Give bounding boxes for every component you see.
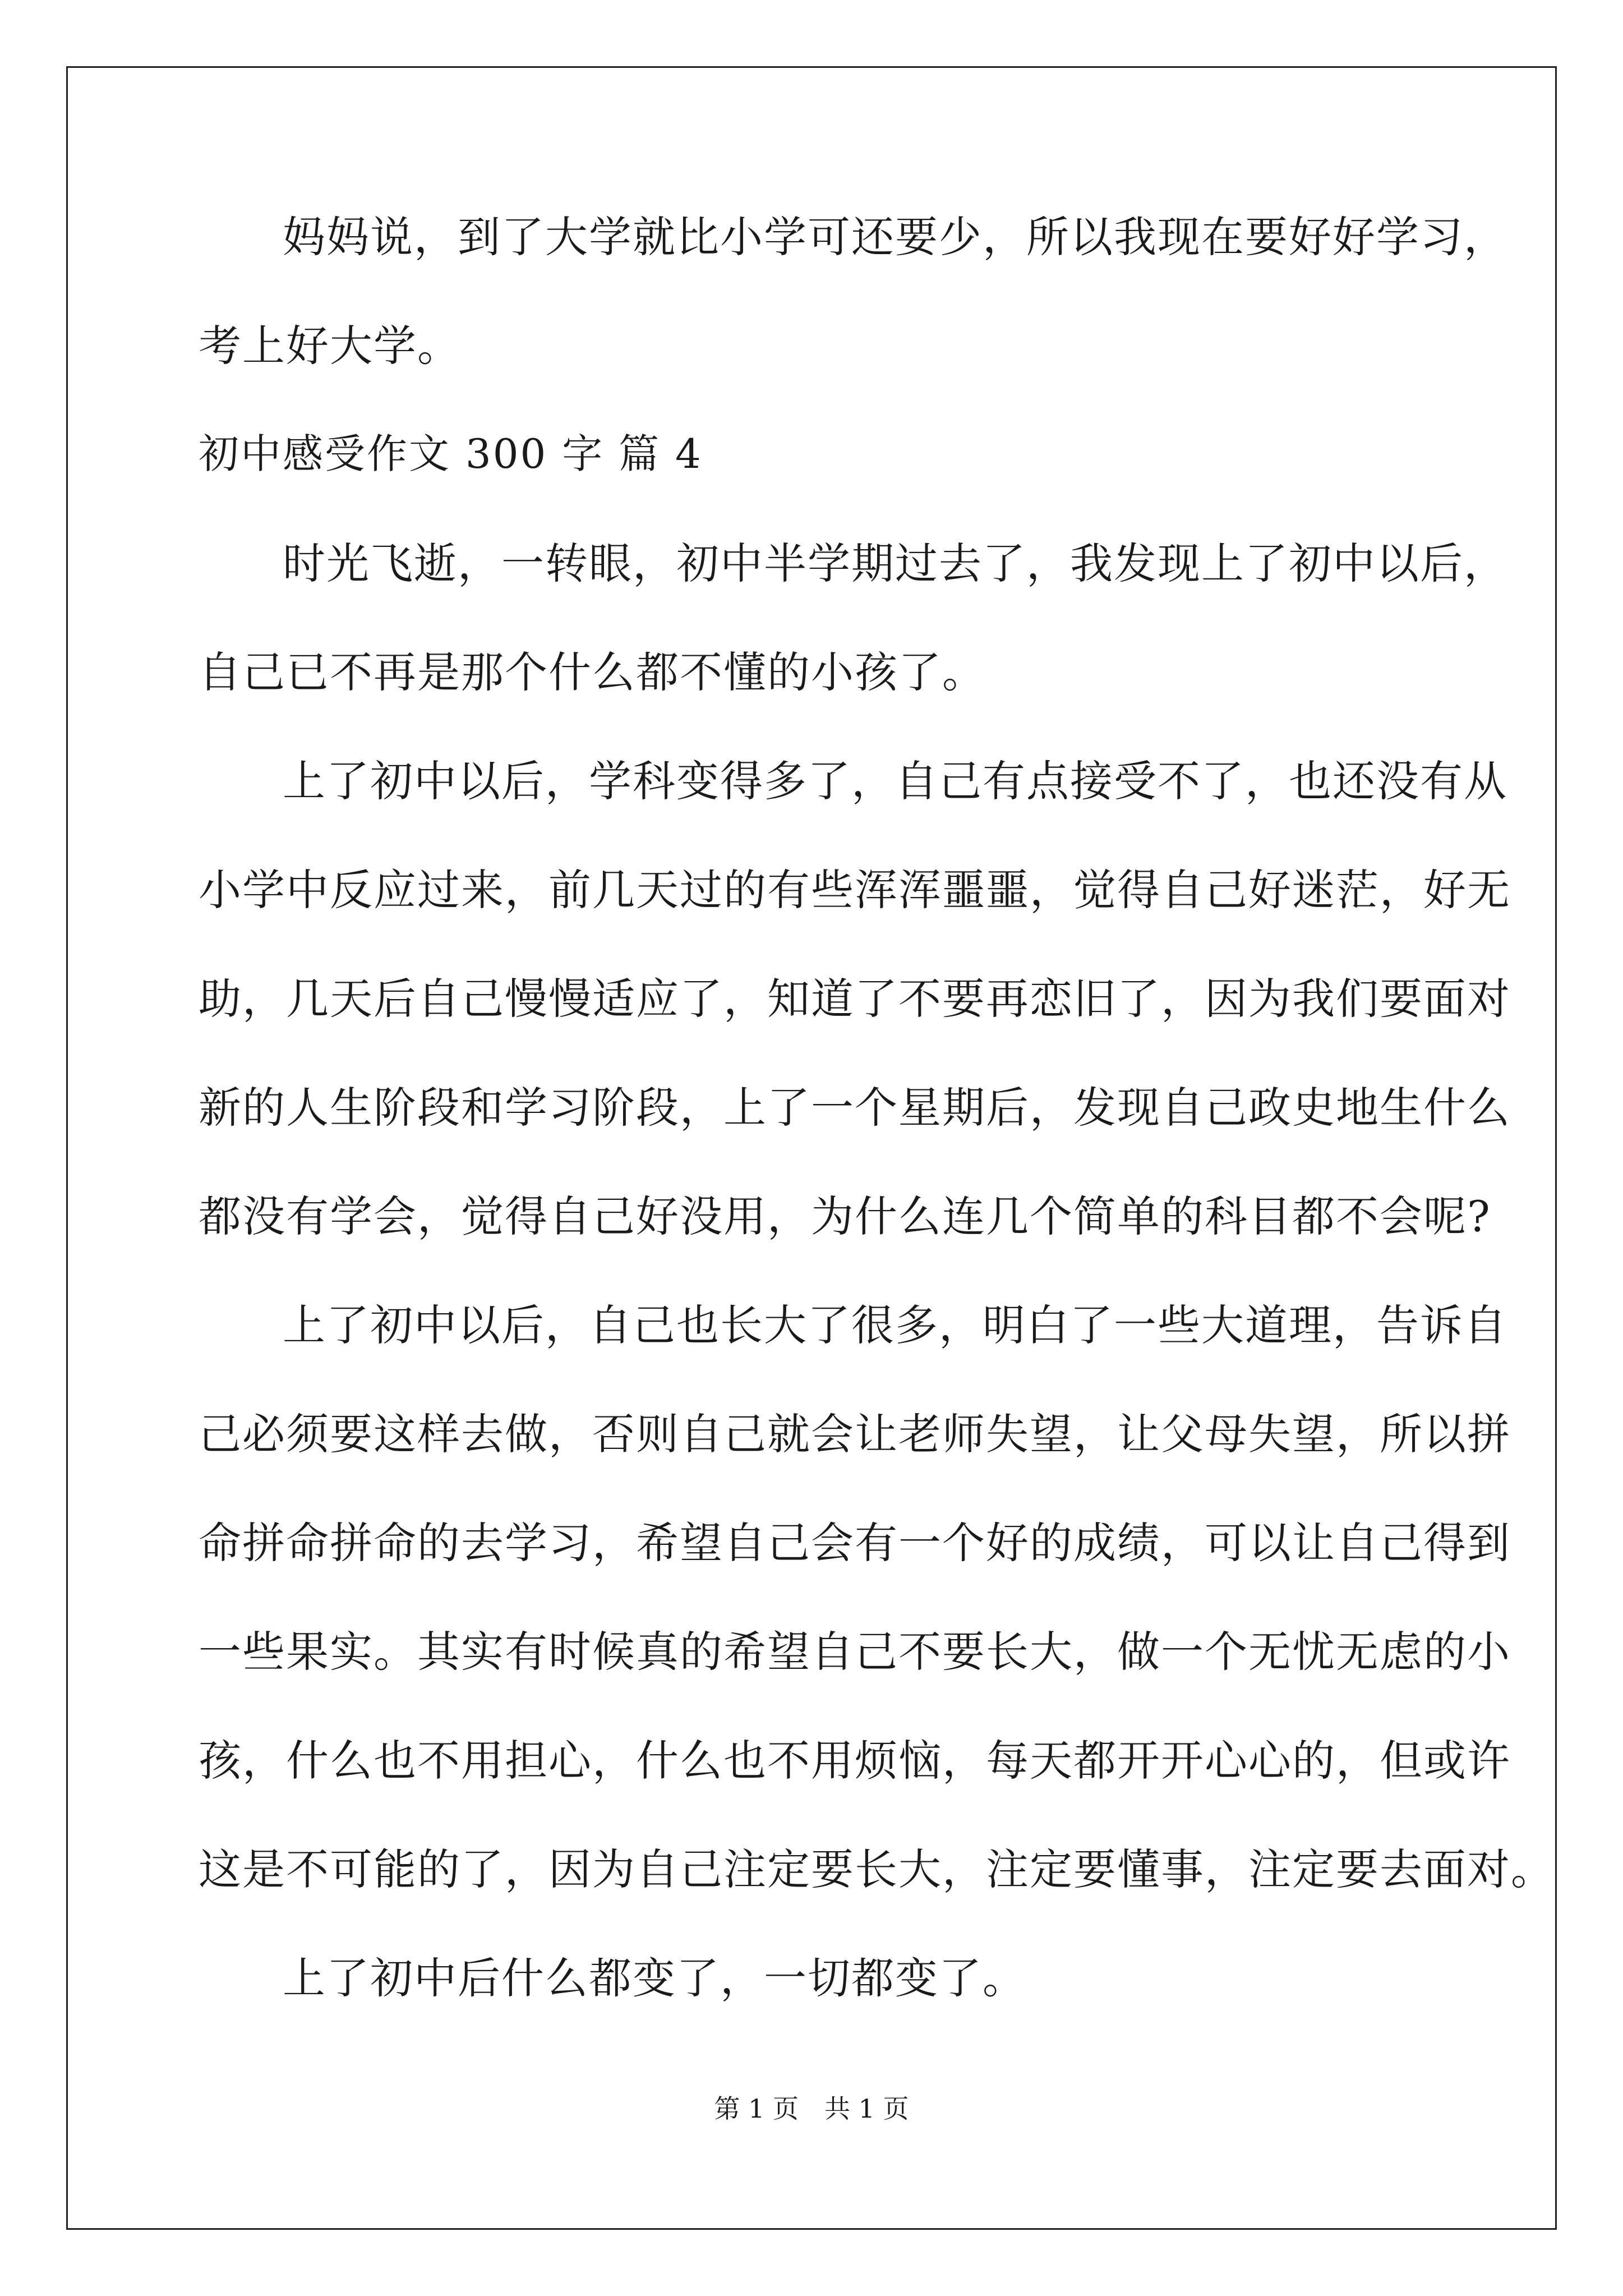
text-line: 上了初中以后，自己也长大了很多，明白了一些大道理，告诉自	[283, 1300, 1507, 1350]
text-line: 时光飞逝，一转眼，初中半学期过去了，我发现上了初中以后，	[283, 539, 1507, 588]
text-line: 上了初中后什么都变了，一切都变了。	[283, 1953, 1026, 2003]
text-line: 孩，什么也不用担心，什么也不用烦恼，每天都开开心心的，但或许	[199, 1736, 1511, 1786]
text-line: 妈妈说，到了大学就比小学可还要少，所以我现在要好好学习，	[283, 212, 1507, 262]
page-footer	[0, 2095, 1623, 2123]
text-line: 考上好大学。	[199, 321, 461, 371]
text-line: 命拼命拼命的去学习，希望自己会有一个好的成绩，可以让自己得到	[199, 1518, 1511, 1568]
text-line: 小学中反应过来，前几天过的有些浑浑噩噩，觉得自己好迷茫，好无	[199, 865, 1511, 915]
page-total: 共 1 页	[824, 2093, 909, 2124]
text-line: 上了初中以后，学科变得多了，自己有点接受不了，也还没有从	[283, 756, 1507, 806]
text-line: 新的人生阶段和学习阶段，上了一个星期后，发现自己政史地生什么	[199, 1083, 1511, 1133]
text-line: 己必须要这样去做，否则自己就会让老师失望，让父母失望，所以拼	[199, 1409, 1511, 1459]
page-number: 第 1 页	[714, 2093, 799, 2124]
text-line: 一些果实。其实有时候真的希望自己不要长大，做一个无忧无虑的小	[199, 1627, 1511, 1677]
document-body	[199, 212, 1555, 2066]
section-heading: 初中感受作文 300 字 篇 4	[199, 430, 703, 477]
text-line: 自己已不再是那个什么都不懂的小孩了。	[199, 647, 986, 697]
text-line: 都没有学会，觉得自己好没用，为什么连几个简单的科目都不会呢?	[199, 1191, 1491, 1241]
text-line: 这是不可能的了，因为自己注定要长大，注定要懂事，注定要去面对。	[199, 1844, 1555, 1894]
text-line: 助，几天后自己慢慢适应了，知道了不要再恋旧了，因为我们要面对	[199, 974, 1511, 1024]
